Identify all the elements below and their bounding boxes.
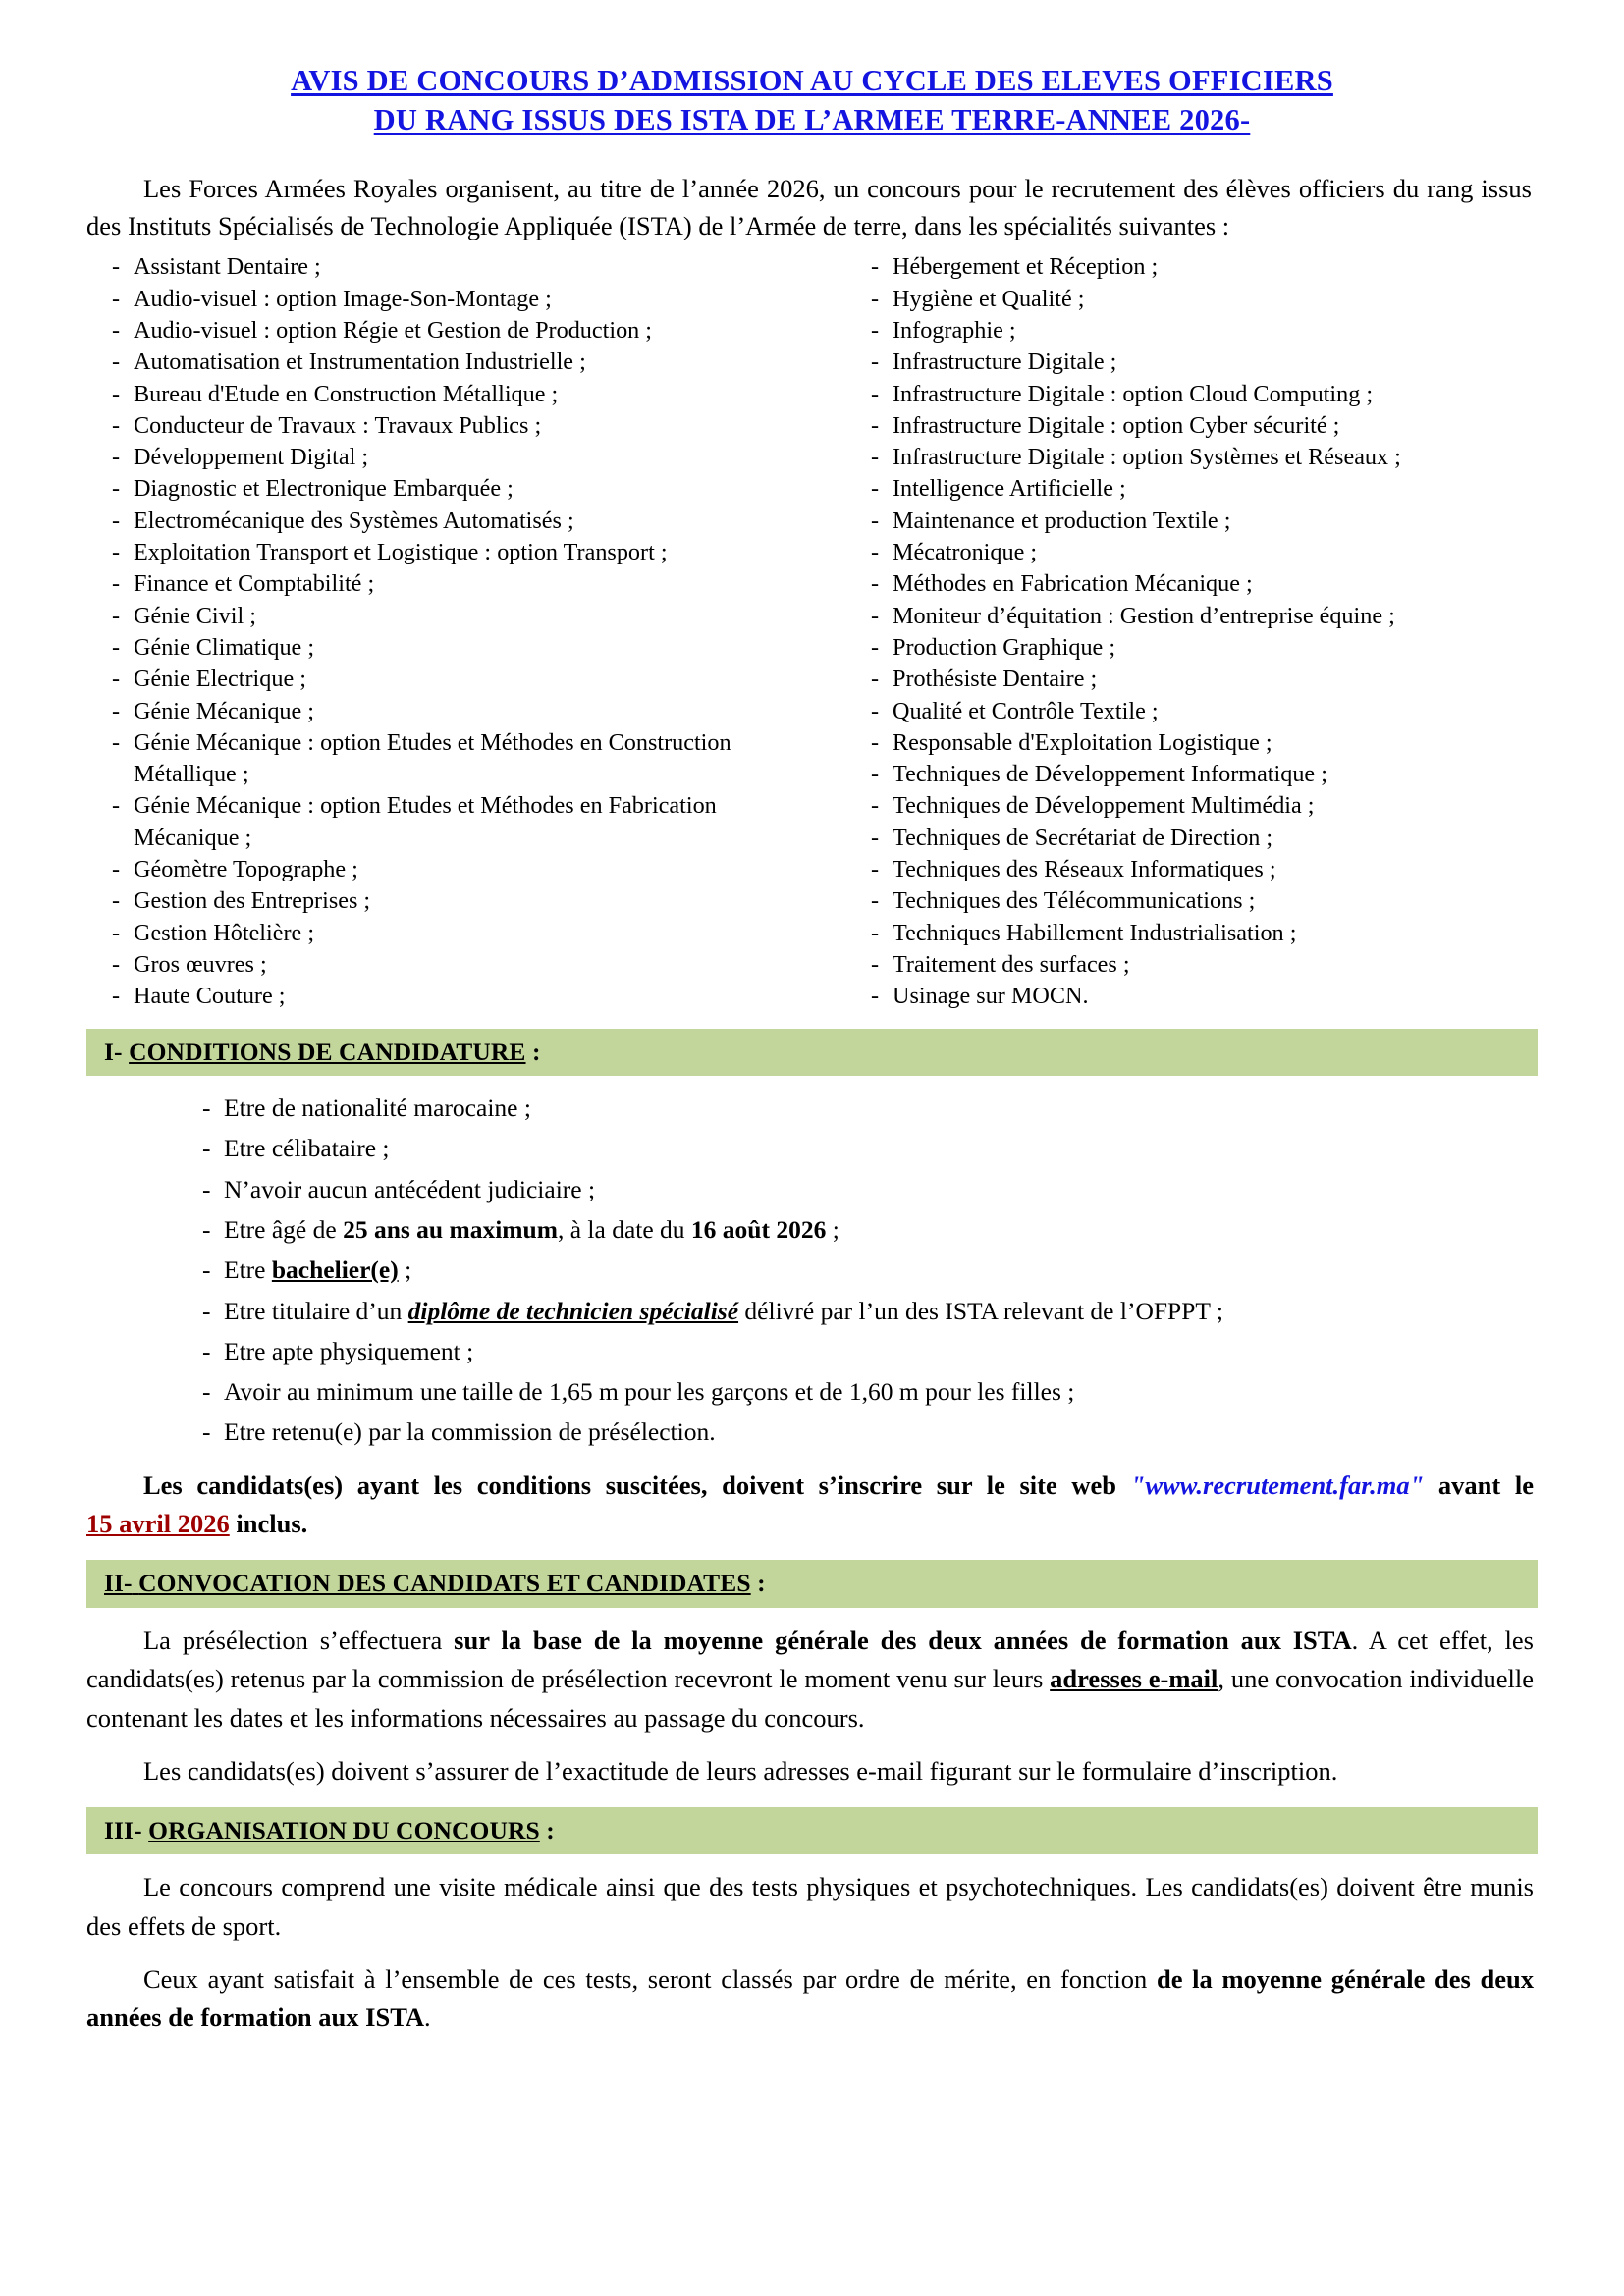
specialty-item	[869, 473, 1538, 505]
section-1-heading: CONDITIONS DE CANDIDATURE	[129, 1037, 526, 1066]
specialty-item	[110, 727, 802, 791]
specialty-label: Gestion des Entreprises ;	[134, 887, 371, 915]
specialty-item	[110, 537, 802, 568]
specialty-label: Moniteur d’équitation : Gestion d’entreprise équine ;	[893, 602, 1395, 629]
specialty-label: Techniques de Développement Informatique ;	[893, 761, 1327, 788]
specialties-right-column	[812, 251, 1538, 1012]
section-1-colon: :	[525, 1037, 541, 1066]
specialty-label: Bureau d'Etude en Construction Métallique ;	[134, 380, 559, 407]
condition-item	[202, 1169, 1538, 1209]
specialty-item	[869, 568, 1538, 600]
specialty-item	[869, 506, 1538, 537]
section-heading-convocation	[86, 1560, 1538, 1608]
page-title-line-2: DU RANG ISSUS DES ISTA DE L’ARMEE TERRE-ANNEE 2026-	[373, 103, 1251, 137]
specialty-label: Intelligence Artificielle ;	[893, 475, 1126, 503]
specialty-label: Prothésiste Dentaire ;	[893, 666, 1098, 693]
specialty-item	[869, 632, 1538, 664]
condition-text: N’avoir aucun antécédent judiciaire ;	[224, 1174, 596, 1203]
convocation-paragraph-1	[86, 1622, 1538, 1738]
specialty-label: Techniques de Secrétariat de Direction ;	[893, 824, 1273, 851]
specialty-label: Génie Mécanique : option Etudes et Méthodes en Fabrication Mécanique ;	[134, 792, 717, 851]
condition-text: Etre de nationalité marocaine ;	[224, 1094, 531, 1123]
section-3-colon: :	[539, 1815, 555, 1844]
condition-item	[202, 1291, 1538, 1331]
page-title-line-1: AVIS DE CONCOURS D’ADMISSION AU CYCLE DES ELEVES OFFICIERS	[291, 64, 1333, 97]
specialty-label: Automatisation et Instrumentation Industrielle ;	[134, 348, 586, 376]
specialty-item	[869, 696, 1538, 727]
condition-item	[202, 1371, 1538, 1412]
specialty-item	[869, 410, 1538, 442]
condition-emphasis: 16 août 2026	[690, 1214, 827, 1244]
condition-text: ;	[826, 1214, 839, 1244]
specialty-label: Infrastructure Digitale ;	[893, 348, 1117, 376]
section-3-number: III-	[104, 1815, 142, 1844]
specialty-item	[869, 315, 1538, 347]
section-heading-organisation	[86, 1807, 1538, 1855]
specialty-item	[869, 759, 1538, 790]
specialty-item	[869, 790, 1538, 822]
specialty-item	[869, 379, 1538, 410]
specialty-label: Infographie ;	[893, 317, 1016, 344]
specialty-item	[869, 854, 1538, 885]
specialty-label: Techniques des Réseaux Informatiques ;	[893, 856, 1276, 883]
specialty-label: Développement Digital ;	[134, 444, 369, 471]
specialties-list-right	[869, 251, 1538, 1012]
condition-emphasis: bachelier(e)	[271, 1255, 399, 1285]
specialty-label: Infrastructure Digitale : option Cyber sécurité ;	[893, 411, 1340, 439]
specialty-label: Génie Civil ;	[134, 602, 256, 629]
specialty-item	[869, 664, 1538, 695]
condition-item	[202, 1209, 1538, 1250]
condition-item	[202, 1331, 1538, 1371]
specialty-item	[110, 251, 802, 283]
specialty-item	[110, 410, 802, 442]
specialty-label: Mécatronique ;	[893, 539, 1038, 566]
condition-text: Etre	[224, 1255, 272, 1285]
specialty-label: Usinage sur MOCN.	[893, 983, 1089, 1010]
organisation-p2-bold: de la moyenne générale des deux années de formation aux ISTA	[86, 1963, 1534, 2033]
organisation-paragraph-2	[86, 1960, 1538, 2039]
specialty-item	[869, 537, 1538, 568]
specialty-label: Génie Mécanique ;	[134, 697, 315, 724]
specialty-item	[110, 918, 802, 949]
condition-item	[202, 1128, 1538, 1168]
section-heading-conditions	[86, 1029, 1538, 1077]
specialty-label: Géomètre Topographe ;	[134, 856, 358, 883]
condition-text: Etre titulaire d’un	[224, 1296, 408, 1325]
registration-paragraph	[86, 1467, 1538, 1545]
specialty-label: Méthodes en Fabrication Mécanique ;	[893, 570, 1253, 598]
section-3-heading: ORGANISATION DU CONCOURS	[148, 1815, 540, 1844]
specialty-label: Production Graphique ;	[893, 633, 1116, 661]
condition-emphasis: diplôme de technicien spécialisé	[407, 1296, 739, 1325]
specialty-label: Qualité et Contrôle Textile ;	[893, 697, 1159, 724]
specialty-label: Infrastructure Digitale : option Cloud Computing ;	[893, 380, 1374, 407]
specialty-label: Responsable d'Exploitation Logistique ;	[893, 728, 1272, 756]
specialty-item	[110, 601, 802, 632]
page-title	[86, 61, 1538, 140]
specialty-item	[110, 506, 802, 537]
specialty-label: Conducteur de Travaux : Travaux Publics ;	[134, 411, 542, 439]
specialty-label: Gestion Hôtelière ;	[134, 919, 315, 946]
condition-item	[202, 1412, 1538, 1452]
section-2-number: II-	[104, 1569, 133, 1598]
condition-text: Avoir au minimum une taille de 1,65 m pour les garçons et de 1,60 m pour les filles ;	[224, 1377, 1075, 1407]
convocation-p1-bold-underline: adresses e-mail	[1050, 1664, 1218, 1694]
condition-text: Etre apte physiquement ;	[224, 1336, 474, 1365]
specialty-item	[869, 823, 1538, 854]
specialty-label: Audio-visuel : option Régie et Gestion de Production ;	[134, 317, 653, 344]
condition-text: Etre retenu(e) par la commission de présélection.	[224, 1417, 716, 1447]
convocation-p1-text-a: La présélection s’effectuera	[143, 1625, 455, 1655]
specialty-item	[110, 885, 802, 917]
specialty-label: Techniques de Développement Multimédia ;	[893, 792, 1315, 820]
registration-deadline: 15 avril 2026	[86, 1509, 230, 1539]
condition-text: ;	[398, 1255, 412, 1285]
registration-tail: inclus.	[229, 1509, 308, 1539]
specialty-label: Génie Climatique ;	[134, 633, 315, 661]
organisation-paragraph-1: Le concours comprend une visite médicale ainsi que des tests physiques et psychotechniques. Les candidats(es) doivent être munis des effets de sport.	[86, 1872, 1534, 1941]
specialty-label: Diagnostic et Electronique Embarquée ;	[134, 475, 514, 503]
specialty-item	[110, 664, 802, 695]
convocation-p1-bold-a: sur la base de la moyenne générale des deux années de formation aux ISTA	[454, 1625, 1352, 1655]
specialty-item	[110, 568, 802, 600]
section-2-heading: CONVOCATION DES CANDIDATS ET CANDIDATES	[138, 1569, 751, 1598]
specialty-item	[110, 379, 802, 410]
specialty-item	[869, 918, 1538, 949]
specialty-label: Haute Couture ;	[134, 983, 286, 1010]
specialty-item	[869, 885, 1538, 917]
conditions-wrapper	[86, 1088, 1538, 1453]
specialty-item	[110, 696, 802, 727]
specialty-item	[110, 442, 802, 473]
specialty-item	[110, 981, 802, 1012]
condition-text: délivré par l’un des ISTA relevant de l’OFPPT ;	[738, 1296, 1223, 1325]
condition-text: , à la date du	[557, 1214, 691, 1244]
specialty-item	[869, 251, 1538, 283]
specialty-item	[869, 601, 1538, 632]
organisation-p2-text-b: .	[424, 2002, 431, 2033]
condition-item	[202, 1250, 1538, 1290]
specialty-label: Finance et Comptabilité ;	[134, 570, 375, 598]
specialty-label: Audio-visuel : option Image-Son-Montage ;	[134, 285, 552, 312]
condition-text: Etre célibataire ;	[224, 1134, 390, 1163]
specialty-label: Génie Mécanique : option Etudes et Méthodes en Construction Métallique ;	[134, 728, 731, 788]
specialty-label: Hébergement et Réception ;	[893, 253, 1159, 281]
specialties-columns	[86, 251, 1538, 1012]
intro-paragraph: Les Forces Armées Royales organisent, au titre de l’année 2026, un concours pour le recrutement des élèves officiers du rang issus des Instituts Spécialisés de Technologie Appliquée (ISTA) de l’Armée de terre, dans les spécialités suivantes :	[86, 173, 1532, 241]
specialty-label: Traitement des surfaces ;	[893, 950, 1130, 978]
registration-website[interactable]: "www.recrutement.far.ma"	[1130, 1469, 1425, 1500]
specialty-item	[869, 284, 1538, 315]
specialty-label: Génie Electrique ;	[134, 666, 306, 693]
specialty-label: Infrastructure Digitale : option Systèmes et Réseaux ;	[893, 444, 1401, 471]
specialty-label: Electromécanique des Systèmes Automatisés ;	[134, 507, 574, 534]
condition-emphasis: 25 ans au maximum	[343, 1214, 558, 1244]
specialties-left-column	[86, 251, 812, 1012]
specialty-label: Techniques Habillement Industrialisation ;	[893, 919, 1297, 946]
specialty-item	[110, 347, 802, 378]
condition-text: Etre âgé de	[224, 1214, 344, 1244]
specialty-item	[110, 632, 802, 664]
specialty-item	[110, 473, 802, 505]
specialty-item	[869, 442, 1538, 473]
specialty-label: Assistant Dentaire ;	[134, 253, 321, 281]
convocation-paragraph-2: Les candidats(es) doivent s’assurer de l’exactitude de leurs adresses e-mail figurant sur le formulaire d’inscription.	[143, 1755, 1338, 1786]
specialty-item	[110, 949, 802, 981]
registration-middle: avant le	[1424, 1469, 1534, 1500]
specialty-label: Gros œuvres ;	[134, 950, 267, 978]
specialty-label: Hygiène et Qualité ;	[893, 285, 1085, 312]
specialty-item	[110, 790, 802, 854]
registration-lead: Les candidats(es) ayant les conditions suscitées, doivent s’inscrire sur le site web	[143, 1469, 1131, 1500]
specialty-label: Exploitation Transport et Logistique : option Transport ;	[134, 539, 668, 566]
specialty-label: Techniques des Télécommunications ;	[893, 887, 1256, 915]
section-2-colon: :	[750, 1569, 766, 1598]
specialty-item	[869, 727, 1538, 759]
specialty-item	[110, 315, 802, 347]
section-1-number: I-	[104, 1037, 123, 1066]
specialties-list-left	[110, 251, 802, 1012]
specialty-item	[869, 981, 1538, 1012]
convocation-p1-text-b: . A cet effet, les candidats(es) retenus par la commission de présélection recevront le moment venu sur leurs	[86, 1625, 1534, 1694]
organisation-p2-text-a: Ceux ayant satisfait à l’ensemble de ces tests, seront classés par ordre de mérite, en fonction	[143, 1963, 1157, 1994]
specialty-item	[110, 854, 802, 885]
convocation-p1-text-c: , une convocation individuelle contenant les dates et les informations nécessaires au passage du concours.	[86, 1664, 1534, 1734]
condition-item	[202, 1088, 1538, 1128]
specialty-item	[869, 949, 1538, 981]
specialty-item	[110, 284, 802, 315]
conditions-list	[202, 1088, 1538, 1453]
specialty-item	[869, 347, 1538, 378]
specialty-label: Maintenance et production Textile ;	[893, 507, 1231, 534]
